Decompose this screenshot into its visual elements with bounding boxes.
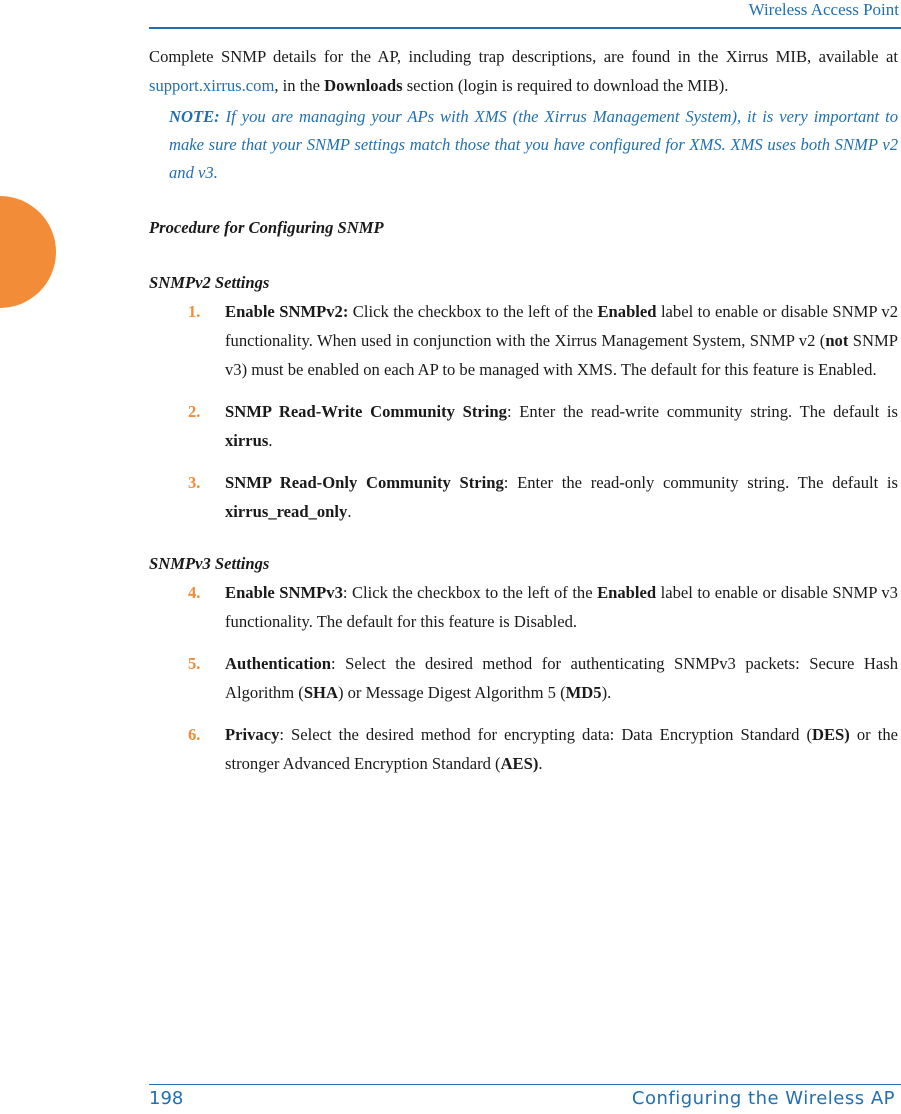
snmpv2-steps xyxy=(149,297,898,526)
step-item: 4. Enable SNMPv3: Click the checkbox to the left of the Enabled label to enable or disable SNMP v3 functionality. The default for this feature is Disabled. xyxy=(149,578,898,636)
step-item: 2. SNMP Read-Write Community String: Enter the read-write community string. The default is xirrus. xyxy=(149,397,898,455)
step-item: 6. Privacy: Select the desired method for encrypting data: Data Encryption Standard (DES) or the stronger Advanced Encryption Standard (AES). xyxy=(149,720,898,778)
header-divider xyxy=(149,27,901,29)
page-body xyxy=(149,42,898,791)
intro-paragraph: Complete SNMP details for the AP, including trap descriptions, are found in the Xirrus MIB, available at support.xirrus.com, in the Downloads section (login is required to download the MIB). xyxy=(149,47,898,95)
step-number: 5. xyxy=(188,654,201,673)
snmpv3-heading: SNMPv3 Settings xyxy=(149,554,270,573)
snmpv3-steps xyxy=(149,578,898,778)
chapter-tab-marker xyxy=(0,196,56,308)
footer-section-title: Configuring the Wireless AP xyxy=(631,1088,895,1109)
page-number: 198 xyxy=(149,1088,184,1109)
step-number: 6. xyxy=(188,725,201,744)
step-number: 2. xyxy=(188,402,201,421)
step-number: 1. xyxy=(188,302,201,321)
downloads-label: Downloads xyxy=(324,76,403,95)
note-text: If you are managing your APs with XMS (the Xirrus Management System), it is very important to make sure that your SNMP settings match those that you have configured for XMS. XMS uses both SNMP v2 and v3. xyxy=(169,107,898,182)
step-number: 4. xyxy=(188,583,201,602)
procedure-heading: Procedure for Configuring SNMP xyxy=(149,218,384,237)
step-item: 1. Enable SNMPv2: Click the checkbox to the left of the Enabled label to enable or disable SNMP v2 functionality. When used in conjunction with the Xirrus Management System, SNMP v2 (not SNMP v3) must be enabled on each AP to be managed with XMS. The default for this feature is Enabled. xyxy=(149,297,898,384)
snmpv2-heading: SNMPv2 Settings xyxy=(149,273,270,292)
step-item: 5. Authentication: Select the desired method for authenticating SNMPv3 packets: Secure Hash Algorithm (SHA) or Message Digest Algorithm 5 (MD5). xyxy=(149,649,898,707)
running-header-title: Wireless Access Point xyxy=(748,0,899,19)
note-label: NOTE: xyxy=(169,107,220,126)
step-number: 3. xyxy=(188,473,201,492)
note-callout xyxy=(169,103,898,187)
step-item: 3. SNMP Read-Only Community String: Enter the read-only community string. The default is xirrus_read_only. xyxy=(149,468,898,526)
footer-divider xyxy=(149,1084,901,1085)
support-link[interactable]: support.xirrus.com xyxy=(149,76,275,95)
